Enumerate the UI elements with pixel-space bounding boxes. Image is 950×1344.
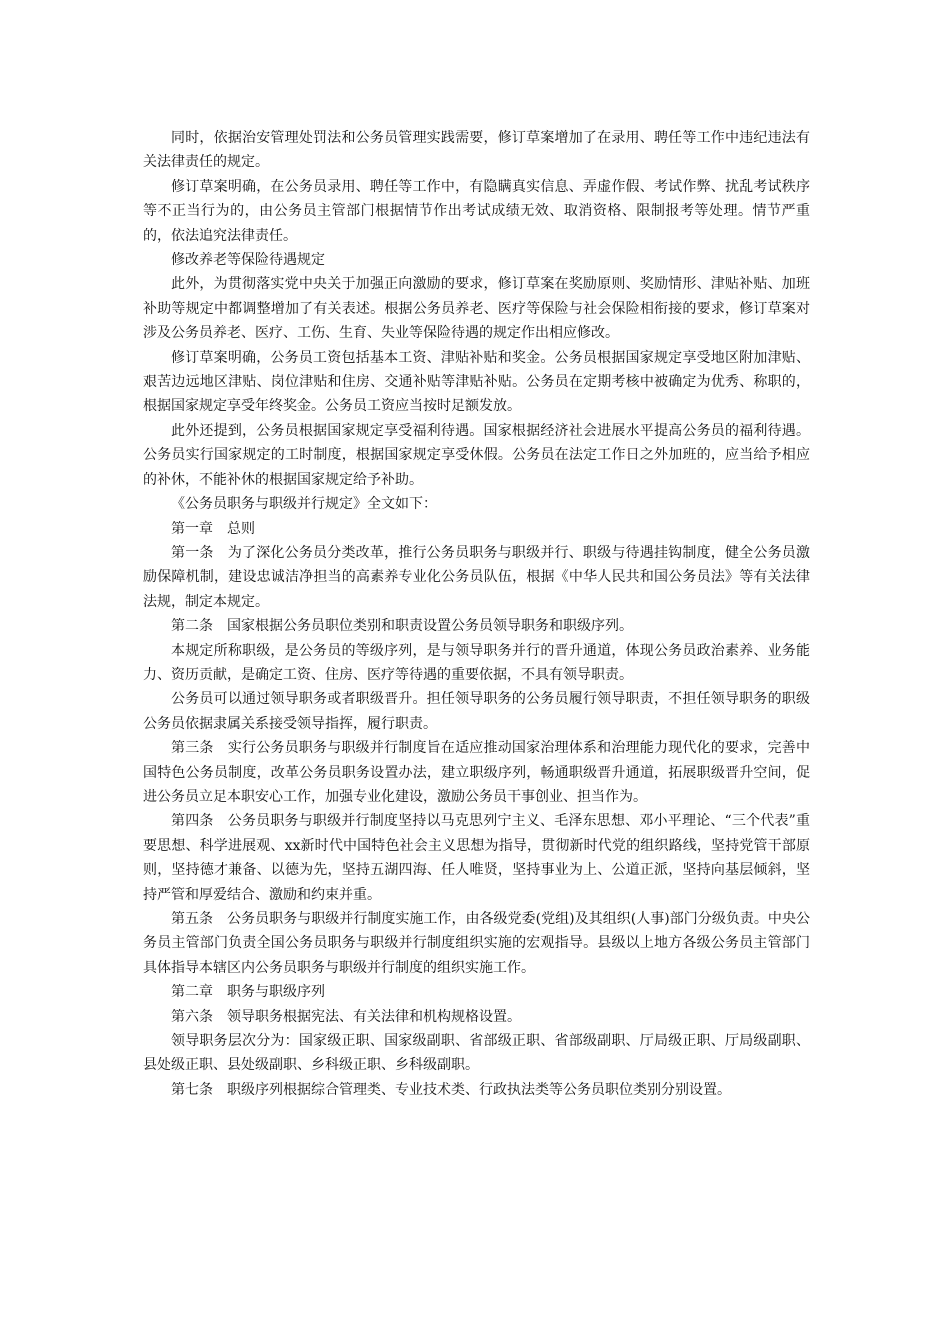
chapter-heading-2: 第二章 职务与职级序列 [171, 984, 325, 1001]
document-page [143, 126, 810, 1102]
article-5: 第五条 公务员职务与职级并行制度实施工作，由各级党委(党组)及其组织(人事)部门分级负责。中央公务员主管部门负责全国公务员职务与职级并行制度组织实施的宏观指导。县级以上地方各级公务员主管部门具体指导本辖区内公务员职务与职级并行制度的组织实施工作。 [143, 911, 810, 976]
article-3: 第三条 实行公务员职务与职级并行制度旨在适应推动国家治理体系和治理能力现代化的要求，完善中国特色公务员制度，改革公务员职务设置办法，建立职级序列，畅通职级晋升通道，拓展职级晋升空间，促进公务员立足本职安心工作，加强专业化建设，激励公务员干事创业、担当作为。 [143, 740, 810, 805]
paragraph-recruitment-violations: 修订草案明确，在公务员录用、聘任等工作中，有隐瞒真实信息、弄虚作假、考试作弊、扰乱考试秩序等不正当行为的，由公务员主管部门根据情节作出考试成绩无效、取消资格、限制报考等处理。情节严重的，依法追究法律责任。 [143, 178, 810, 244]
paragraph-salary: 修订草案明确，公务员工资包括基本工资、津贴补贴和奖金。公务员根据国家规定享受地区附加津贴、艰苦边远地区津贴、岗位津贴和住房、交通补贴等津贴补贴。公务员在定期考核中被确定为优秀、称职的，根据国家规定享受年终奖金。公务员工资应当按时足额发放。 [143, 349, 810, 415]
paragraph-welfare: 此外还提到，公务员根据国家规定享受福利待遇。国家根据经济社会进展水平提高公务员的福利待遇。 公务员实行国家规定的工时制度，根据国家规定享受休假。公务员在法定工作日之外加班的，应当给予相应的补休，不能补休的根据国家规定给予补助。 [143, 422, 810, 488]
paragraph-full-text-intro: 《公务员职务与职级并行规定》全文如下： [171, 496, 437, 513]
article-1: 第一条 为了深化公务员分类改革，推行公务员职务与职级并行、职级与待遇挂钩制度，健全公务员激励保障机制，建设忠诚洁净担当的高素养专业化公务员队伍，根据《中华人民共和国公务员法》等有关法律法规，制定本规定。 [143, 544, 810, 610]
article-6: 第六条 领导职务根据宪法、有关法律和机构规格设置。 [171, 1008, 521, 1025]
paragraph-promotion-paths: 公务员可以通过领导职务或者职级晋升。担任领导职务的公务员履行领导职责，不担任领导职务的职级公务员依据隶属关系接受领导指挥，履行职责。 [143, 691, 810, 732]
article-2: 第二条 国家根据公务员职位类别和职责设置公务员领导职务和职级序列。 [171, 618, 633, 635]
paragraph-leadership-levels: 领导职务层次分为：国家级正职、国家级副职、省部级正职、省部级副职、厅局级正职、厅局级副职、县处级正职、县处级副职、乡科级正职、乡科级副职。 [143, 1033, 810, 1074]
paragraph-rank-definition: 本规定所称职级，是公务员的等级序列，是与领导职务并行的晋升通道，体现公务员政治素养、业务能力、资历贡献，是确定工资、住房、医疗等待遇的重要依据，不具有领导职责。 [143, 642, 810, 683]
section-heading-insurance: 修改养老等保险待遇规定 [171, 252, 325, 269]
article-7: 第七条 职级序列根据综合管理类、专业技术类、行政执法类等公务员职位类别分别设置。 [171, 1081, 731, 1098]
paragraph-misconduct-liability: 同时，依据治安管理处罚法和公务员管理实践需要，修订草案增加了在录用、聘任等工作中违纪违法有关法律责任的规定。 [143, 130, 810, 171]
chapter-heading-1: 第一章 总则 [171, 520, 255, 537]
paragraph-incentives: 此外，为贯彻落实党中央关于加强正向激励的要求，修订草案在奖励原则、奖励情形、津贴补贴、加班补助等规定中都调整增加了有关表述。根据公务员养老、医疗等保险与社会保险相衔接的要求，修订草案对涉及公务员养老、医疗、工伤、生育、失业等保险待遇的规定作出相应修改。 [143, 276, 810, 342]
article-4: 第四条 公务员职务与职级并行制度坚持以马克思列宁主义、毛泽东思想、邓小平理论、“三个代表”重要思想、科学进展观、xx新时代中国特色社会主义思想为指导，贯彻新时代党的组织路线，坚持党管干部原则，坚持德才兼备、以德为先，坚持五湖四海、任人唯贤，坚持事业为上、公道正派，坚持向基层倾斜，坚持严管和厚爱结合、激励和约束并重。 [143, 813, 810, 903]
